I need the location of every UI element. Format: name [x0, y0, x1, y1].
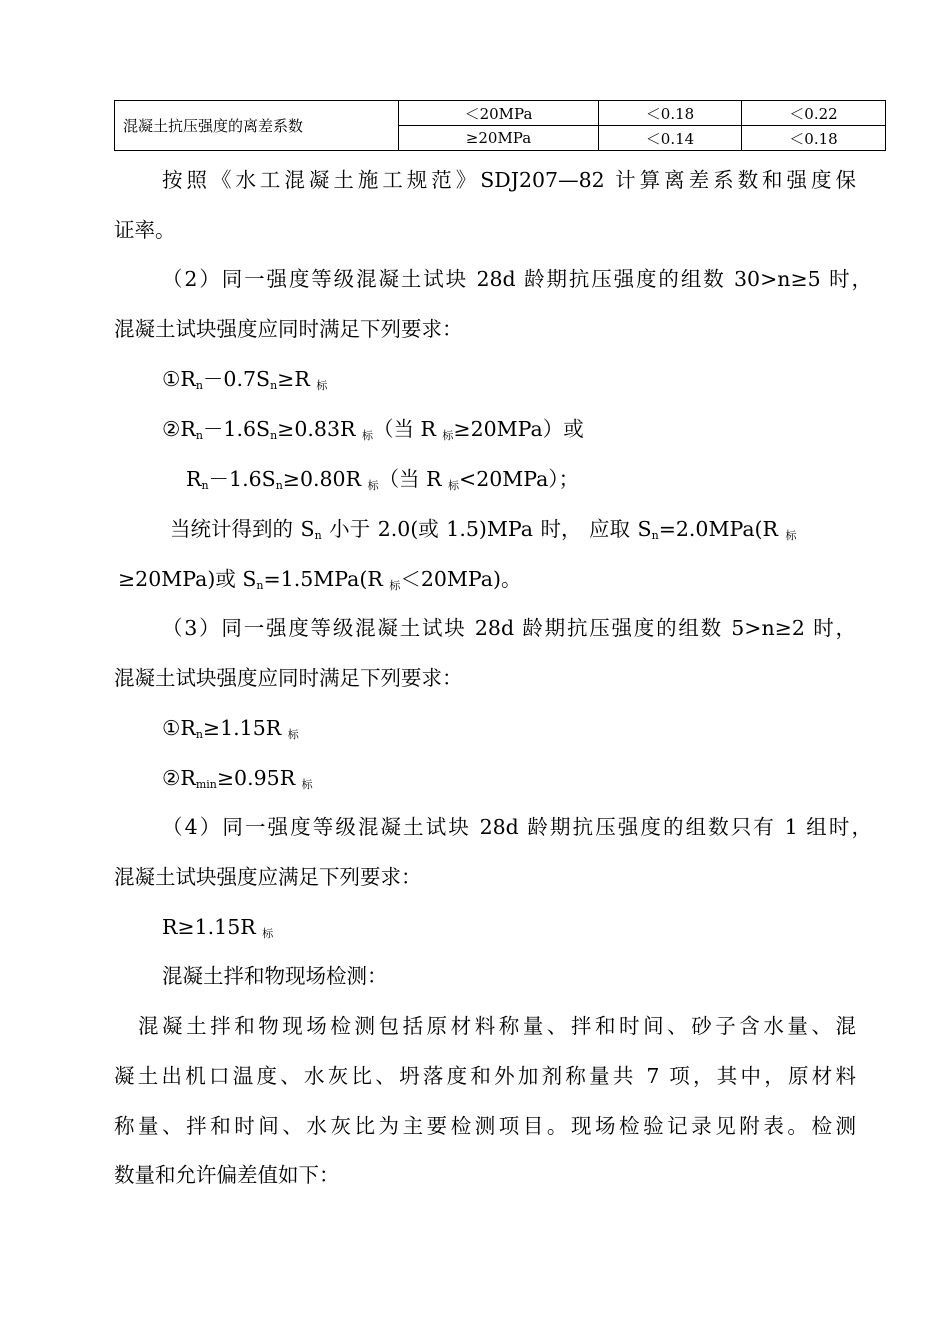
- table-cell-value: ＜0.14: [599, 126, 742, 151]
- formula-line: R≥1.15R $_标$: [162, 915, 274, 940]
- paragraph-line: 按照《水工混凝土施工规范》SDJ207—82 计算离差系数和强度保: [162, 168, 856, 192]
- formula-line: $②R_n-1.6S_n\ge 0.83R$ $_标$（当 R $_标$≥20MPa）或: [162, 417, 584, 442]
- formula-line: $R_n-1.6S_n\ge 0.80R$ $_标$（当 R $_标$<20MPa）；: [186, 467, 580, 492]
- paragraph-line: ≥20MPa)或 $S_n=1.5MPa(R$ $_标$＜20MPa)。: [118, 567, 522, 592]
- paragraph-line: 称量、拌和时间、水灰比为主要检测项目。现场检验记录见附表。检测: [114, 1114, 856, 1138]
- formula-line: $②R_{min}\ge 0.95R$ $_标$: [162, 766, 313, 791]
- table-cell-value: ＜0.22: [742, 101, 886, 126]
- paragraph-line: 混凝土试块强度应同时满足下列要求：: [114, 317, 463, 341]
- table-cell-value: ＜0.18: [742, 126, 886, 151]
- paragraph-line: （2）同一强度等级混凝土试块 28d 龄期抗压强度的组数 30>n≥5 时，: [162, 267, 872, 291]
- section-heading: 混凝土拌和物现场检测：: [162, 964, 388, 988]
- paragraph-line: 数量和允许偏差值如下：: [114, 1163, 340, 1187]
- paragraph-line: 当统计得到的 $S_n$ 小于 2.0(或 1.5)MPa 时， 应取 $S_n=2.0MPa(R$ $_标$: [170, 517, 797, 542]
- table-label-cell: 混凝土抗压强度的离差系数: [115, 101, 399, 151]
- paragraph-line: 混凝土试块强度应满足下列要求：: [114, 865, 422, 889]
- table-cell-grade: ≥20MPa: [399, 126, 599, 151]
- formula-line: $①R_n-0.7S_n\ge R$ $_标$: [162, 367, 328, 392]
- paragraph-line: 凝土出机口温度、水灰比、坍落度和外加剂称量共 7 项，其中，原材料: [114, 1064, 856, 1088]
- paragraph-line: 证率。: [114, 218, 176, 242]
- paragraph-line: （3）同一强度等级混凝土试块 28d 龄期抗压强度的组数 5>n≥2 时，: [162, 616, 856, 640]
- paragraph-line: 混凝土拌和物现场检测包括原材料称量、拌和时间、砂子含水量、混: [138, 1014, 856, 1038]
- table-row: [115, 101, 886, 126]
- table-cell-value: ＜0.18: [599, 101, 742, 126]
- formula-line: $①R_n\ge 1.15R$ $_标$: [162, 716, 299, 741]
- table-cell-grade: ＜20MPa: [399, 101, 599, 126]
- paragraph-line: 混凝土试块强度应同时满足下列要求：: [114, 666, 463, 690]
- deviation-coefficient-table: [114, 100, 886, 151]
- paragraph-line: （4）同一强度等级混凝土试块 28d 龄期抗压强度的组数只有 1 组时，: [162, 815, 872, 839]
